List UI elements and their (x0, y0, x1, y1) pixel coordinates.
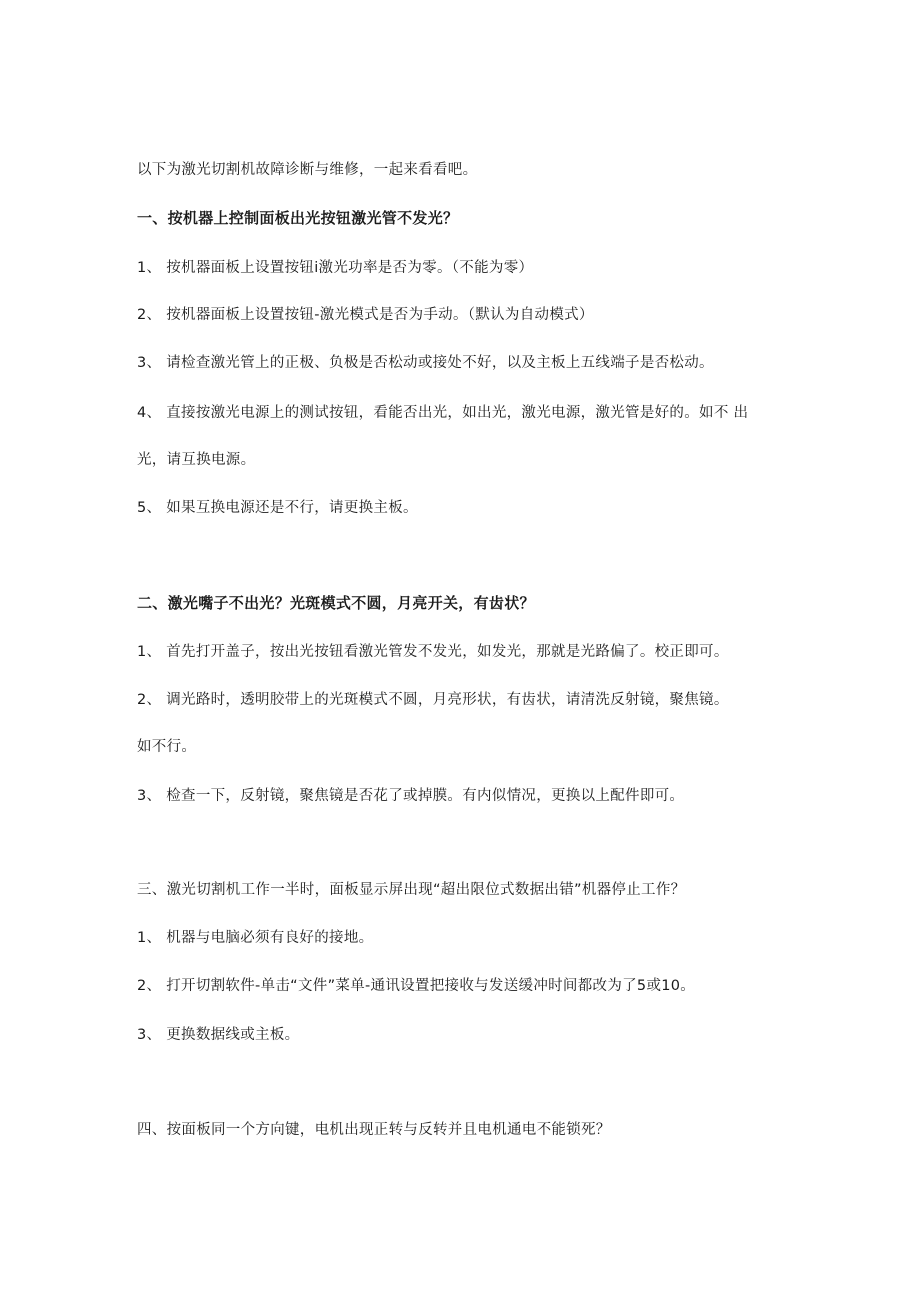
section-1-item-5: 5、 如果互换电源还是不行，请更换主板。 (137, 500, 418, 516)
section-1-heading: 一、按机器上控制面板出光按钮激光管不发光？ (137, 209, 459, 227)
section-2-item-2-cont: 如不行。 (137, 739, 197, 755)
section-2-item-1: 1、 首先打开盖子，按出光按钮看激光管发不发光，如发光，那就是光路偏了。校正即可。 (137, 644, 729, 660)
intro-text: 以下为激光切割机故障诊断与维修，一起来看看吧。 (137, 162, 478, 178)
section-1-item-4: 4、 直接按激光电源上的测试按钮，看能否出光，如出光，激光电源，激光管是好的。如不 出 (137, 405, 749, 421)
section-1-item-3: 3、 请检查激光管上的正极、负极是否松动或接处不好，以及主板上五线端子是否松动。 (137, 355, 714, 371)
section-2-heading: 二、激光嘴子不出光？光斑模式不圆，月亮开关，有齿状？ (137, 594, 535, 612)
section-4-heading: 四、按面板同一个方向键，电机出现正转与反转并且电机通电不能锁死？ (137, 1122, 611, 1138)
section-1-item-1: 1、 按机器面板上设置按钮i激光功率是否为零。（不能为零） (137, 260, 534, 276)
section-3-heading: 三、激光切割机工作一半时，面板显示屏出现“超出限位式数据出错”机器停止工作？ (137, 882, 686, 898)
section-1-item-2: 2、 按机器面板上设置按钮-激光模式是否为手动。（默认为自动模式） (137, 307, 594, 323)
section-3-item-3: 3、 更换数据线或主板。 (137, 1027, 300, 1043)
section-2-item-2: 2、 调光路时，透明胶带上的光斑模式不圆，月亮形状，有齿状，请清洗反射镜，聚焦镜。 (137, 692, 729, 708)
section-2-item-3: 3、 检查一下，反射镜，聚焦镜是否花了或掉膜。有内似情况，更换以上配件即可。 (137, 788, 685, 804)
section-1-item-4-cont: 光，请互换电源。 (137, 452, 256, 468)
section-3-item-1: 1、 机器与电脑必须有良好的接地。 (137, 930, 374, 946)
section-3-item-2: 2、 打开切割软件-单击“文件”菜单-通讯设置把接收与发送缓冲时间都改为了5或10。 (137, 978, 696, 994)
